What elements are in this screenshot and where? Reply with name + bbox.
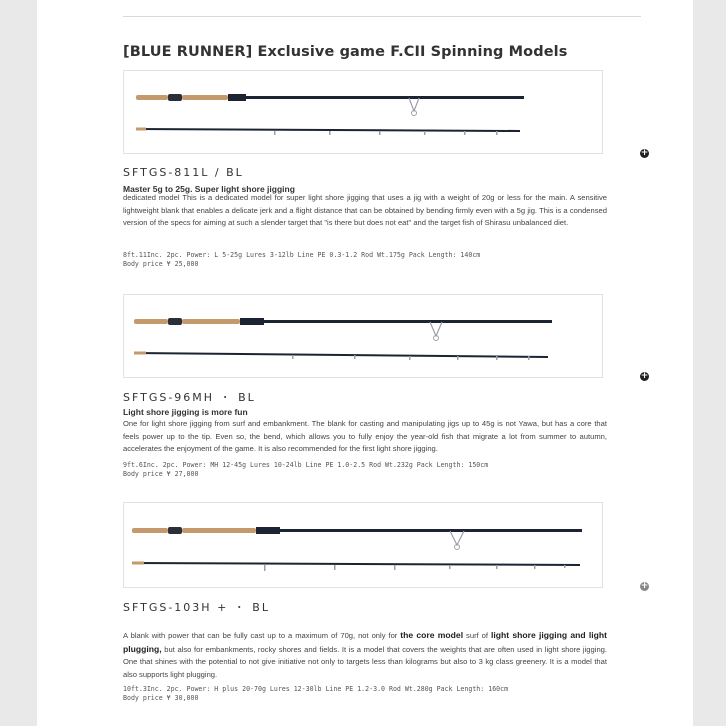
top-divider: [123, 16, 641, 17]
rod-illustration: [124, 71, 603, 154]
product-description: One for light shore jigging from surf and embankment. The blank for casting and manipulating jigs up to 45g is not Yawa, but has a core that feels power up to the tip. Even so, the bend, which allows you to fully enjoy the year-old fish that migrate a lot from summer to autumn, accelerates the enjoyment of the game. It is also recommended for the first light shore jigging.: [123, 419, 607, 453]
product-code: SFTGS-103H + ・ BL: [123, 601, 270, 614]
product-code: SFTGS-811L / BL: [123, 166, 244, 179]
rod-illustration: [124, 503, 603, 588]
product-description: A blank with power that can be fully cast up to a maximum of 70g, not only for the core model surf of light shore jigging and light plugging, but also for embankments, rocky shores and fields. It is a model that covers the weights that are often used in light shore jigging. One that shines with the potential to not give initiative not only to targets less than kilograms but also to 3 kg class greenery. It is a model that also supports light plugging.: [123, 630, 607, 679]
product-price: Body price ¥ 25,000: [123, 260, 199, 268]
product-description: dedicated model This is a dedicated model for super light shore jigging that uses a jig with a weight of 20g or less for the main. A sensitive lightweight blank that enables a delicate jerk and a flight distance that can be obtained by bending firmly even with a 5g jig. This is a condensed version of the specs for aiming at such a slender target that "is there but does not eat" and the target fish of Shirasu unbalanced diet.: [123, 193, 607, 227]
plus-circle-icon[interactable]: +: [640, 371, 649, 381]
rod-photo[interactable]: [123, 294, 603, 378]
product-code: SFTGS-96MH ・ BL: [123, 391, 256, 404]
section-title: [BLUE RUNNER] Exclusive game F.CII Spinning Models: [123, 44, 568, 60]
page-content: [37, 0, 693, 726]
rod-illustration: [124, 295, 603, 378]
rod-photo[interactable]: [123, 502, 603, 588]
product-subtitle: Light shore jigging is more fun: [123, 407, 248, 417]
product-specs: 8ft.11Inc. 2pc. Power: L 5-25g Lures 3-12lb Line PE 0.3-1.2 Rod Wt.175g Pack Length: 140cm: [123, 251, 481, 259]
product-specs: 10ft.3Inc. 2pc. Power: H plus 20-70g Lures 12-30lb Line PE 1.2-3.0 Rod Wt.280g Pack Length: 160cm: [123, 685, 509, 693]
plus-circle-icon[interactable]: +: [640, 581, 649, 591]
plus-circle-icon[interactable]: +: [640, 148, 649, 158]
product-price: Body price ¥ 27,000: [123, 470, 199, 478]
product-subtitle: Master 5g to 25g. Super light shore jigging: [123, 184, 295, 194]
product-specs: 9ft.6Inc. 2pc. Power: MH 12-45g Lures 10-24lb Line PE 1.0-2.5 Rod Wt.232g Pack Length: 150cm: [123, 461, 489, 469]
rod-photo[interactable]: [123, 70, 603, 154]
product-price: Body price ¥ 30,000: [123, 694, 199, 702]
